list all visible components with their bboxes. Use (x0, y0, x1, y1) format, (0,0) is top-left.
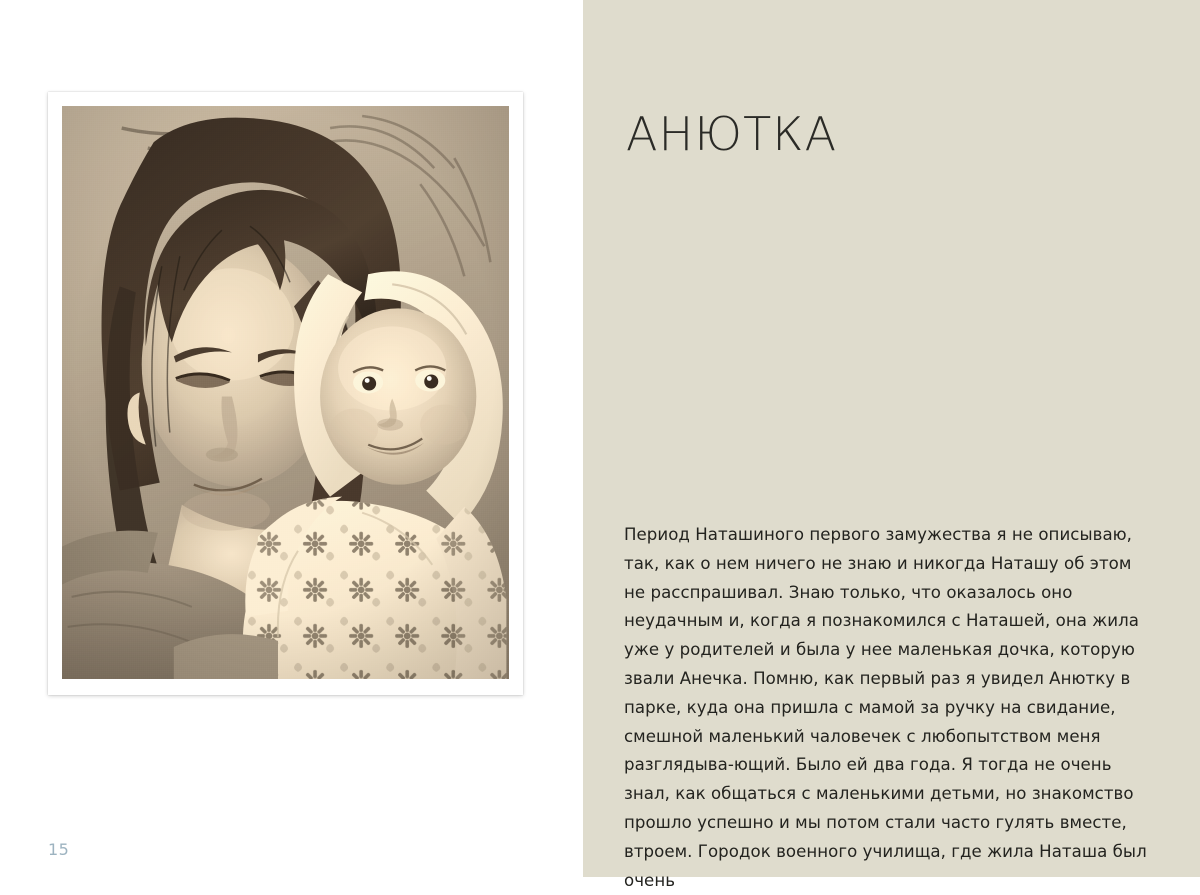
text-panel (583, 0, 1200, 890)
photo-frame (48, 92, 523, 695)
photograph-illustration (62, 106, 509, 679)
page-number: 15 (48, 840, 70, 859)
page-title: АНЮТКА (626, 106, 838, 161)
article-body (624, 521, 1154, 895)
article-paragraph: Период Наташиного первого замужества я не описываю, так, как о нем ничего не знаю и никогда Наташу об этом не расспрашивал. Знаю только, что оказалось оно неудачным и, когда я познакомился с Наташей, она жила уже у родителей и была у нее маленькая дочка, которую звали Анечка. Помню, как первый раз я увидел Анютку в парке, куда она пришла с мамой за ручку на свидание, смешной маленький чаловечек с любопытством меня разглядыва-ющий. Было ей два года. Я тогда не очень знал, как общаться с маленькими детьми, но знакомство прошло успешно и мы потом стали часто гулять вместе, втроем. Городок военного училища, где жила Наташа был очень (624, 525, 1153, 890)
photograph-image (62, 106, 509, 679)
photo-panel (0, 0, 583, 877)
photograph (62, 106, 509, 679)
